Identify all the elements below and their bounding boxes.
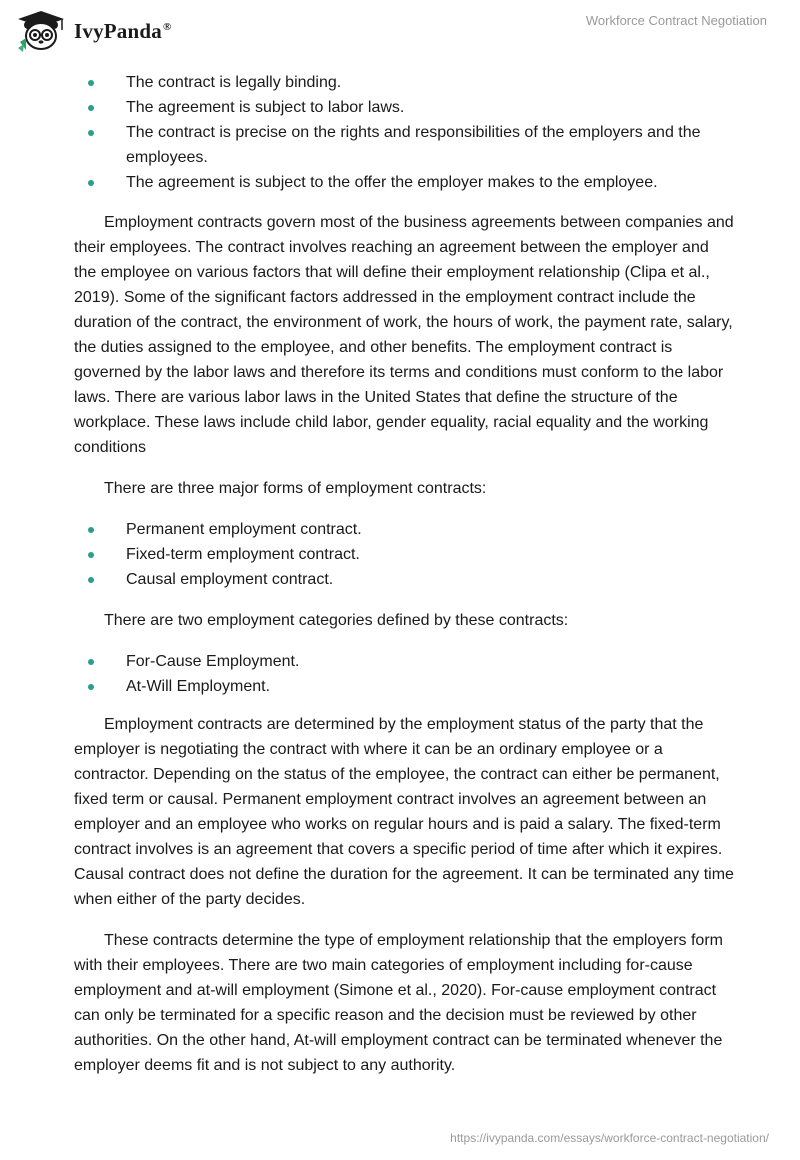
- list-item-text: The agreement is subject to labor laws.: [126, 99, 405, 116]
- bullet-list-contract-features: [74, 70, 734, 195]
- bullet-dot-icon: [88, 527, 94, 533]
- paragraph-intro-categories: There are two employment categories defined by these contracts:: [104, 612, 569, 629]
- bullet-dot-icon: [88, 80, 94, 86]
- document-title: Workforce Contract Negotiation: [585, 13, 767, 28]
- paragraph-employment-status: Employment contracts are determined by the employment status of the party that the employer is negotiating the contract with where it can be an ordinary employee or a contractor. Depending on the status of the employee, the contract can either be permanent, fixed term or causal. Permanent employment contract involves an agreement between an employer and an employee who works on regular hours and is paid a salary. The fixed-term contract involves is an agreement that covers a specific period of time after which it expires. Causal contract does not define the duration for the agreement. It can be terminated any time when either of the party decides.: [74, 716, 734, 908]
- list-item: [74, 95, 734, 120]
- list-item-text: At-Will Employment.: [126, 678, 271, 695]
- list-item-text: Causal employment contract.: [126, 571, 334, 588]
- list-item: [74, 70, 734, 95]
- bullet-dot-icon: [88, 659, 94, 665]
- list-item-text: For-Cause Employment.: [126, 653, 300, 670]
- list-item: [74, 170, 734, 195]
- bullet-dot-icon: [88, 180, 94, 186]
- paragraph-intro-forms: There are three major forms of employment contracts:: [104, 480, 487, 497]
- list-item: [74, 649, 734, 674]
- list-item-text: The agreement is subject to the offer the employer makes to the employee.: [126, 174, 658, 191]
- list-item-text: Fixed-term employment contract.: [126, 546, 360, 563]
- list-item-text: The contract is legally binding.: [126, 74, 342, 91]
- brand-name: IvyPanda®: [74, 18, 172, 43]
- list-item: [74, 567, 734, 592]
- bullet-dot-icon: [88, 105, 94, 111]
- bullet-dot-icon: [88, 130, 94, 136]
- list-item-text: Permanent employment contract.: [126, 521, 362, 538]
- page-header: [0, 0, 800, 60]
- bullet-list-employment-categories: [74, 649, 734, 699]
- bullet-dot-icon: [88, 552, 94, 558]
- trademark-symbol: ®: [162, 20, 172, 33]
- paragraph-employment-relationship: These contracts determine the type of employment relationship that the employers form with their employees. There are two main categories of employment including for-cause employment and at-will employment (Simone et al., 2020). For-cause employment contract can only be terminated for a specific reason and the decision must be reviewed by other authorities. On the other hand, At-will employment contract can be terminated whenever the employer deems fit and is not subject to any authority.: [74, 932, 723, 1074]
- paragraph-employment-contracts: Employment contracts govern most of the business agreements between companies and their employees. The contract involves reaching an agreement between the employer and the employee on various factors that will define their employment relationship (Clipa et al., 2019). Some of the significant factors addressed in the employment contract include the duration of the contract, the environment of work, the hours of work, the payment rate, salary, the duties assigned to the employee, and other benefits. The employment contract is governed by the labor laws and therefore its terms and conditions must conform to the labor laws. There are various labor laws in the United States that define the structure of the workplace. These laws include child labor, gender equality, racial equality and the working conditions: [74, 214, 734, 456]
- list-item-text: The contract is precise on the rights and responsibilities of the employers and the employees.: [126, 124, 701, 166]
- brand-logo[interactable]: [16, 10, 171, 52]
- bullet-list-contract-forms: [74, 517, 734, 592]
- source-url-link[interactable]: https://ivypanda.com/essays/workforce-contract-negotiation/: [450, 1131, 769, 1145]
- essay-body: [74, 70, 734, 1078]
- list-item: [74, 517, 734, 542]
- bullet-dot-icon: [88, 577, 94, 583]
- panda-graduate-icon: [16, 10, 66, 52]
- list-item: [74, 674, 734, 699]
- list-item: [74, 120, 734, 170]
- list-item: [74, 542, 734, 567]
- bullet-dot-icon: [88, 684, 94, 690]
